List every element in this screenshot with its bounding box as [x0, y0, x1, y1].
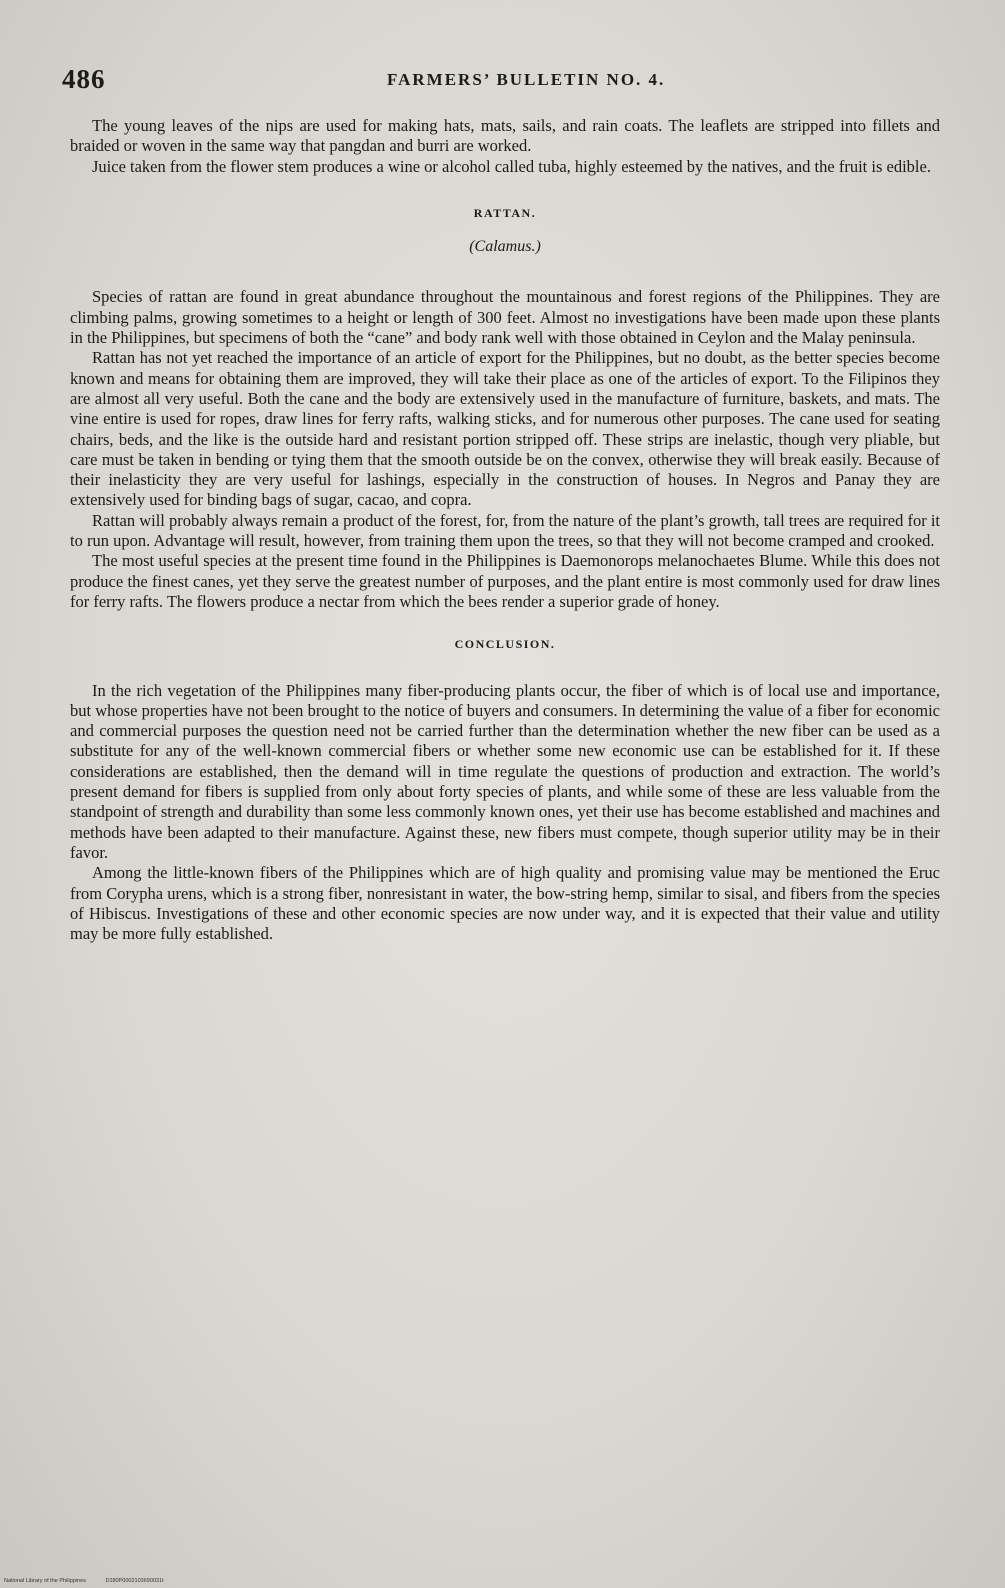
paragraph: Rattan has not yet reached the importance of an article of export for the Philippines, but no doubt, as the better species become known and means for obtaining them are improved, they will take their place as one of the articles of export. To the Filipinos they are almost all very useful. Both the cane and the body are extensively used in the manufacture of furniture, baskets, and mats. The vine entire is used for ropes, draw lines for ferry rafts, walking sticks, and for numerous other purposes. The cane used for seating chairs, beds, and the like is the outside hard and resistant portion stripped off. These strips are inelastic, though very pliable, but care must be taken in bending or tying them that the smooth outside be on the convex, otherwise they will break easily. Because of their inelasticity they are very useful for lashings, especially in the construction of houses. In Negros and Panay they are extensively used for binding bags of sugar, cacao, and copra.	[70, 348, 940, 510]
paragraph: The young leaves of the nips are used for making hats, mats, sails, and rain coats. The leaflets are stripped into fillets and braided or woven in the same way that pangdan and burri are worked.	[70, 116, 940, 156]
page-number: 486	[62, 64, 106, 94]
paragraph: Juice taken from the flower stem produces a wine or alcohol called tuba, highly esteemed by the natives, and the fruit is edible.	[92, 156, 931, 176]
page-body	[70, 116, 940, 944]
scan-code: D180P0002103690031t	[105, 1578, 164, 1584]
library-credit: National Library of the Philippines	[4, 1578, 86, 1584]
page-header	[62, 64, 937, 100]
section-heading-conclusion: CONCLUSION.	[454, 637, 556, 652]
section-subheading: (Calamus.)	[469, 238, 541, 256]
section-heading-rattan: RATTAN.	[473, 205, 537, 220]
paragraph: Species of rattan are found in great abundance throughout the mountainous and forest regions of the Philippines. They are climbing palms, growing sometimes to a height or length of 300 feet. Almost no investigations have been made upon these plants in the Philippines, but specimens of both the “cane” and body rank well with those obtained in Ceylon and the Malay peninsula.	[70, 287, 940, 348]
paragraph: Among the little-known fibers of the Philippines which are of high quality and promising value may be mentioned the Eruc from Corypha urens, which is a strong fiber, nonresistant in water, the bow-string hemp, similar to sisal, and fibers from the species of Hibiscus. Investigations of these and other economic species are now under way, and it is expected that their value and utility may be more fully established.	[70, 863, 940, 944]
scan-footer	[4, 1578, 182, 1584]
paragraph: In the rich vegetation of the Philippines many fiber-producing plants occur, the fiber of which is of local use and importance, but whose properties have not been brought to the notice of buyers and consumers. In determining the value of a fiber for economic and commercial purposes the question need not be carried further than the determination whether the new fiber can be used as a substitute for any of the well-known commercial fibers or whether some new economic use can be established for it. If these considerations are established, then the demand will in time regulate the questions of production and extraction. The world’s present demand for fibers is supplied from only about forty species of plants, and while some of these are less valuable from the standpoint of strength and durability than some less commonly known ones, yet their use has become established and machines and methods have been adapted to their manufacture. Against these, new fibers must compete, though superior utility may be in their favor.	[70, 680, 940, 862]
paragraph: The most useful species at the present time found in the Philippines is Daemonorops melanochaetes Blume. While this does not produce the finest canes, yet they serve the greatest number of purposes, and the plant entire is most commonly used for draw lines for ferry rafts. The flowers produce a nectar from which the bees render a superior grade of honey.	[70, 551, 940, 611]
running-head: FARMERS’ BULLETIN NO. 4.	[387, 70, 666, 89]
paragraph: Rattan will probably always remain a product of the forest, for, from the nature of the plant’s growth, tall trees are required for it to run upon. Advantage will result, however, from training them upon the trees, so that they will not become cramped and crooked.	[70, 510, 940, 551]
